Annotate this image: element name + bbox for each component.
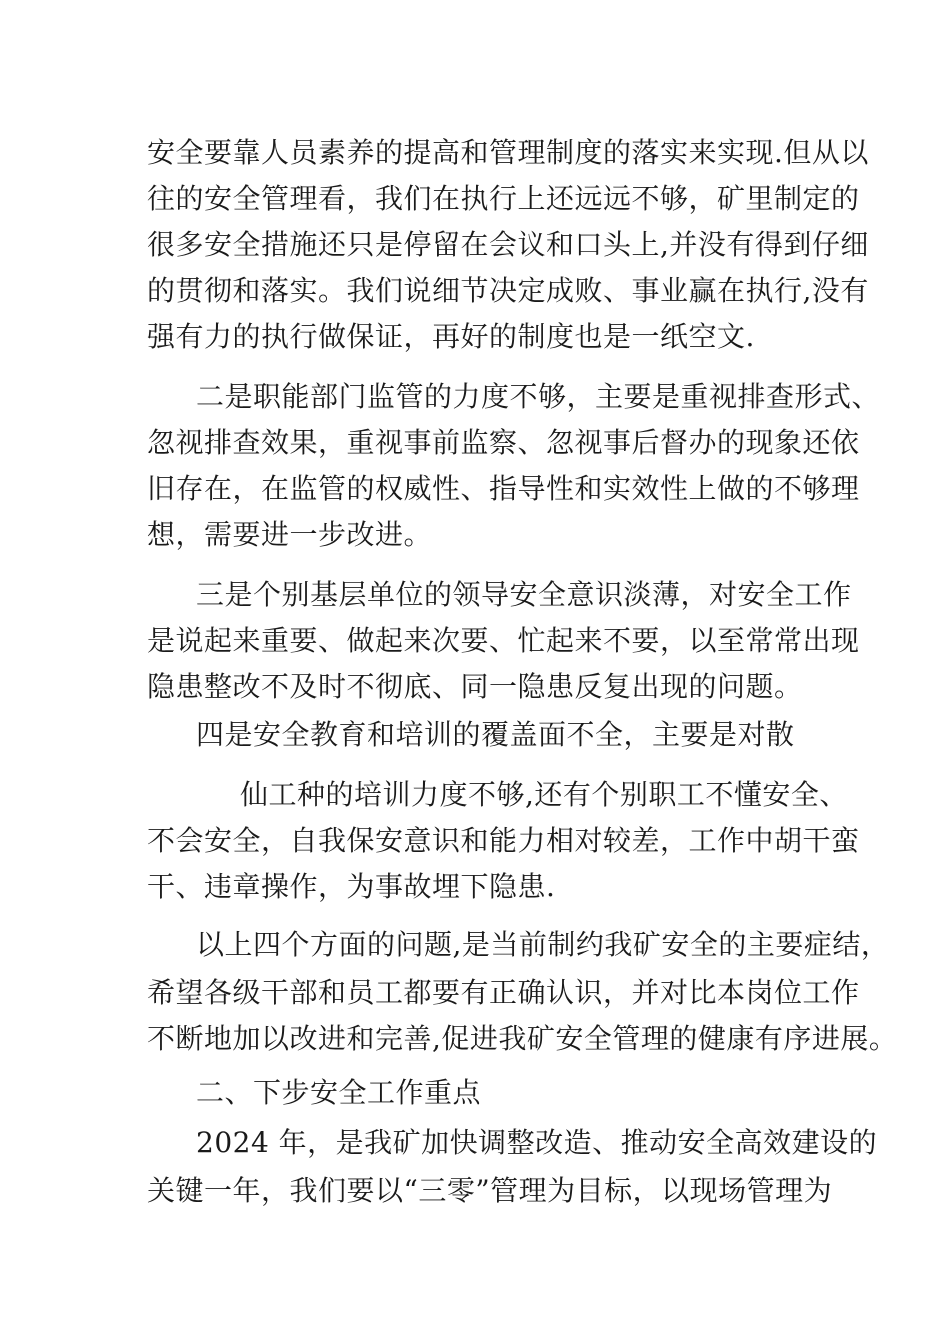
- paragraph-line: 的贯彻和落实。我们说细节决定成败、事业赢在执行,没有: [147, 274, 869, 307]
- paragraph-line: 忽视排查效果，重视事前监察、忽视事后督办的现象还依: [147, 426, 860, 459]
- paragraph-line: 是说起来重要、做起来次要、忙起来不要，以至常常出现: [147, 624, 860, 657]
- paragraph-line: 想，需要进一步改进。: [147, 518, 433, 551]
- paragraph-line: 安全要靠人员素养的提高和管理制度的落实来实现.但从以: [147, 136, 869, 169]
- paragraph-line: 三是个别基层单位的领导安全意识淡薄，对安全工作: [196, 578, 852, 611]
- paragraph-line: 往的安全管理看，我们在执行上还远远不够，矿里制定的: [147, 182, 860, 215]
- paragraph-line: 旧存在，在监管的权威性、指导性和实效性上做的不够理: [147, 472, 860, 505]
- paragraph-line: 隐患整改不及时不彻底、同一隐患反复出现的问题。: [147, 670, 803, 703]
- section-heading: 二、下步安全工作重点: [196, 1076, 482, 1109]
- paragraph-line: 希望各级干部和员工都要有正确认识，并对比本岗位工作: [147, 976, 860, 1009]
- paragraph-line: 不断地加以改进和完善,促进我矿安全管理的健康有序进展。: [147, 1022, 898, 1055]
- paragraph-line: 强有力的执行做保证，再好的制度也是一纸空文.: [147, 320, 755, 353]
- paragraph-line: 四是安全教育和培训的覆盖面不全，主要是对散: [196, 718, 795, 751]
- paragraph-line: 不会安全，自我保安意识和能力相对较差，工作中胡干蛮: [147, 824, 860, 857]
- paragraph-line: 关键一年，我们要以“三零”管理为目标，以现场管理为: [147, 1174, 833, 1207]
- paragraph-line: 干、违章操作，为事故埋下隐患.: [147, 870, 556, 903]
- paragraph-line: 很多安全措施还只是停留在会议和口头上,并没有得到仔细: [147, 228, 869, 261]
- paragraph-line: 仙工种的培训力度不够,还有个别职工不懂安全、: [240, 778, 848, 811]
- paragraph-line: 二是职能部门监管的力度不够，主要是重视排查形式、: [196, 380, 881, 413]
- paragraph-line: 2024 年，是我矿加快调整改造、推动安全高效建设的: [196, 1126, 878, 1159]
- paragraph-line: 以上四个方面的问题,是当前制约我矿安全的主要症结，: [196, 928, 890, 961]
